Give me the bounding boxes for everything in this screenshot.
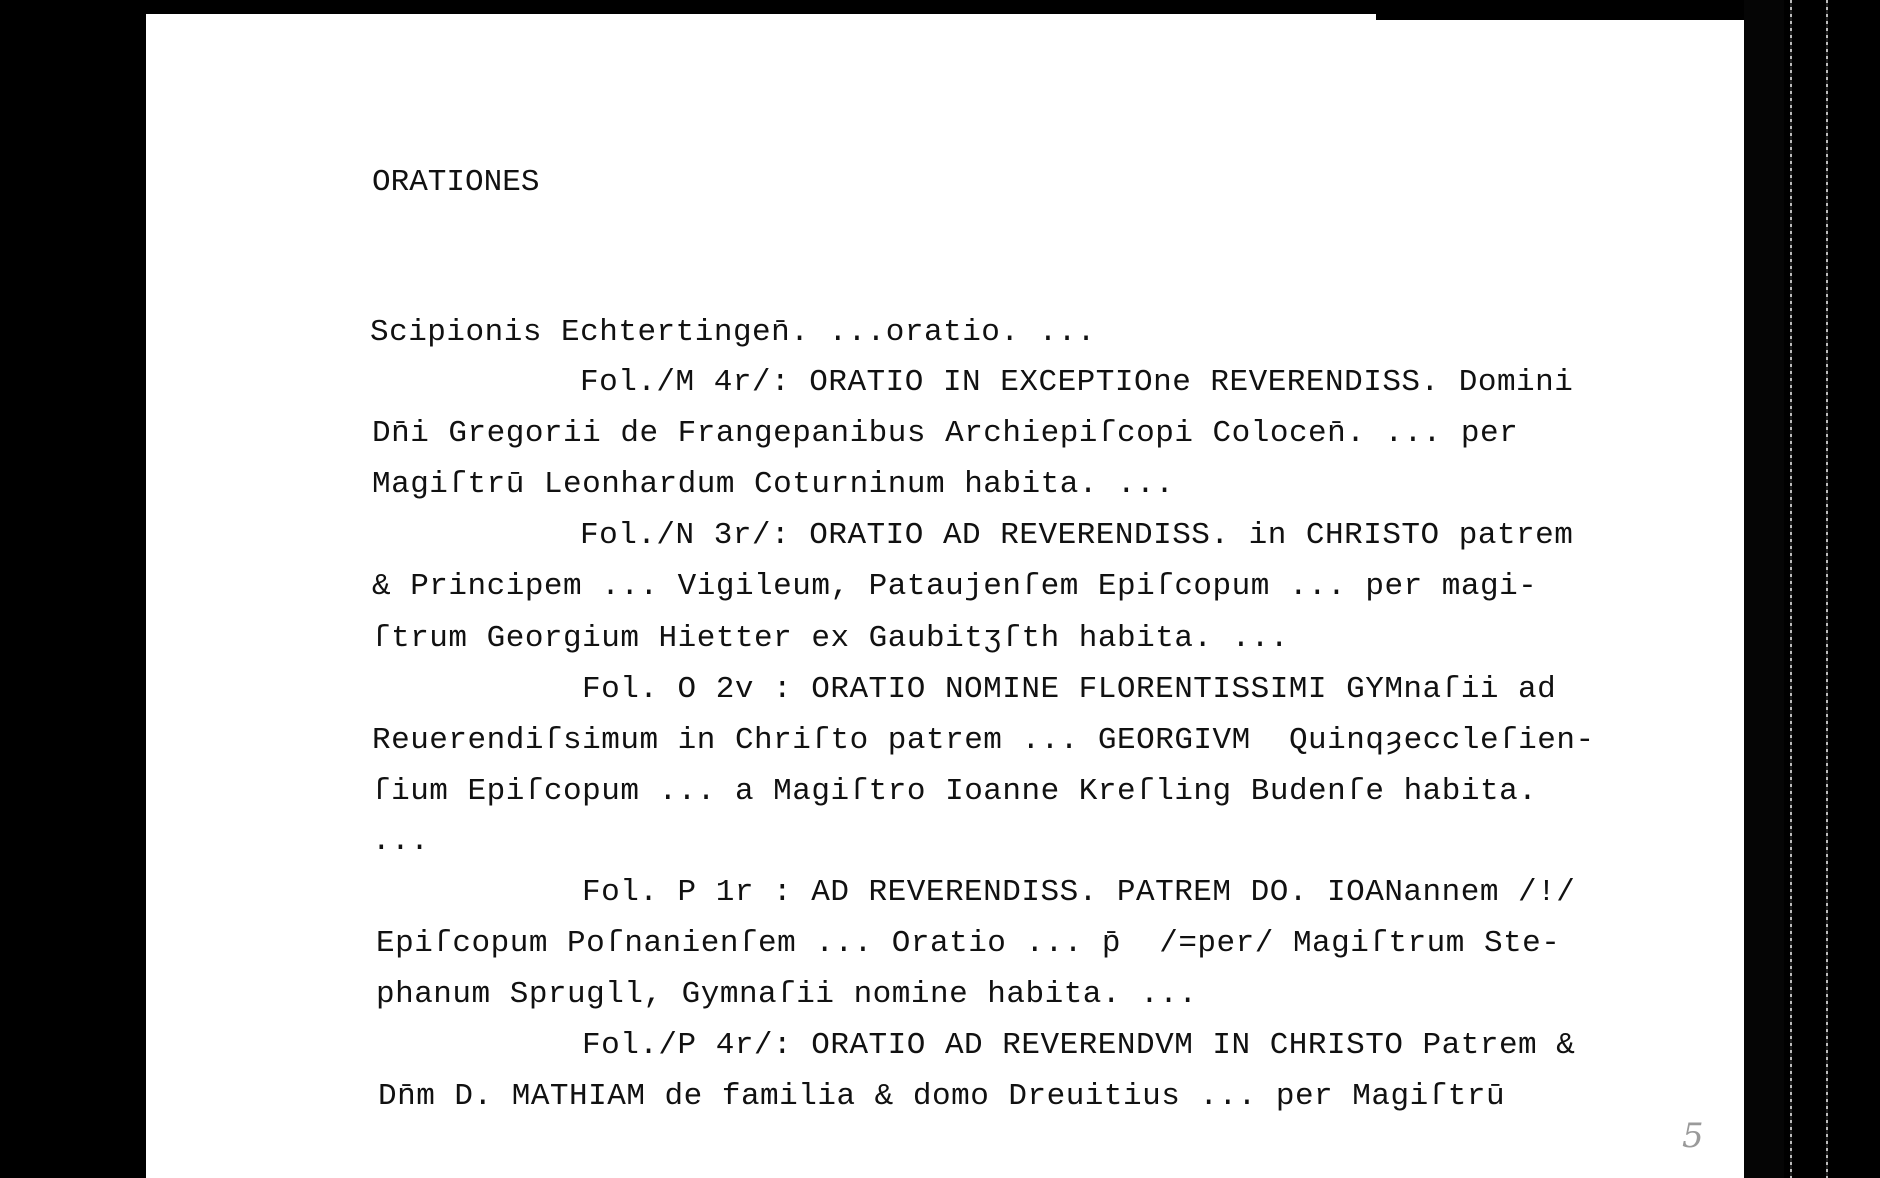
text-line-9: Reuerendiſsimum in Chriſto patrem ... GEORGIVM Quinqȝeccleſien-: [372, 723, 1595, 758]
text-line-14: phanum Sprugll, Gymnaſii nomine habita. ...: [376, 977, 1198, 1012]
page-number-mark: 5: [1682, 1116, 1704, 1156]
text-line-15: Fol./P 4r/: ORATIO AD REVERENDVM IN CHRISTO Patrem &: [582, 1028, 1576, 1063]
text-line-8: Fol. O 2v : ORATIO NOMINE FLORENTISSIMI GYMnaſii ad: [582, 672, 1557, 707]
text-line-7: ſtrum Georgium Hietter ex Gaubitʒſth habita. ...: [372, 621, 1289, 656]
page-heading: ORATIONES: [372, 165, 540, 200]
text-line-5: Fol./N 3r/: ORATIO AD REVERENDISS. in CHRISTO patrem: [580, 518, 1574, 553]
text-line-2: Fol./M 4r/: ORATIO IN EXCEPTIOne REVERENDISS. Domini: [580, 365, 1574, 400]
document-body: [146, 20, 1744, 1178]
text-line-16: Dn̄m D. MATHIAM de familia & domo Dreuitius ... per Magiſtrū: [378, 1079, 1506, 1114]
text-line-6: & Principem ... Vigileum, Pataujenſem Epiſcopum ... per magi-: [372, 569, 1538, 604]
scanner-edge-line-1: [1790, 0, 1792, 1178]
text-line-11: ...: [372, 824, 430, 859]
scanner-edge: [1744, 0, 1784, 1178]
scanner-edge-line-2: [1826, 0, 1828, 1178]
text-line-12: Fol. P 1r : AD REVERENDISS. PATREM DO. IOANannem /!/: [582, 875, 1576, 910]
text-line-13: Epiſcopum Poſnanienſem ... Oratio ... p̄ /=per/ Magiſtrum Ste-: [376, 926, 1561, 961]
text-line-4: Magiſtrū Leonhardum Coturninum habita. ...: [372, 467, 1175, 502]
text-line-1: Scipionis Echtertingen̄. ...oratio. ...: [370, 315, 1096, 350]
text-line-10: ſium Epiſcopum ... a Magiſtro Ioanne Kreſling Budenſe habita.: [372, 774, 1538, 809]
text-line-3: Dn̄i Gregorii de Frangepanibus Archiepiſcopi Colocen̄. ... per: [372, 416, 1519, 451]
paper-sheet: [146, 20, 1744, 1178]
